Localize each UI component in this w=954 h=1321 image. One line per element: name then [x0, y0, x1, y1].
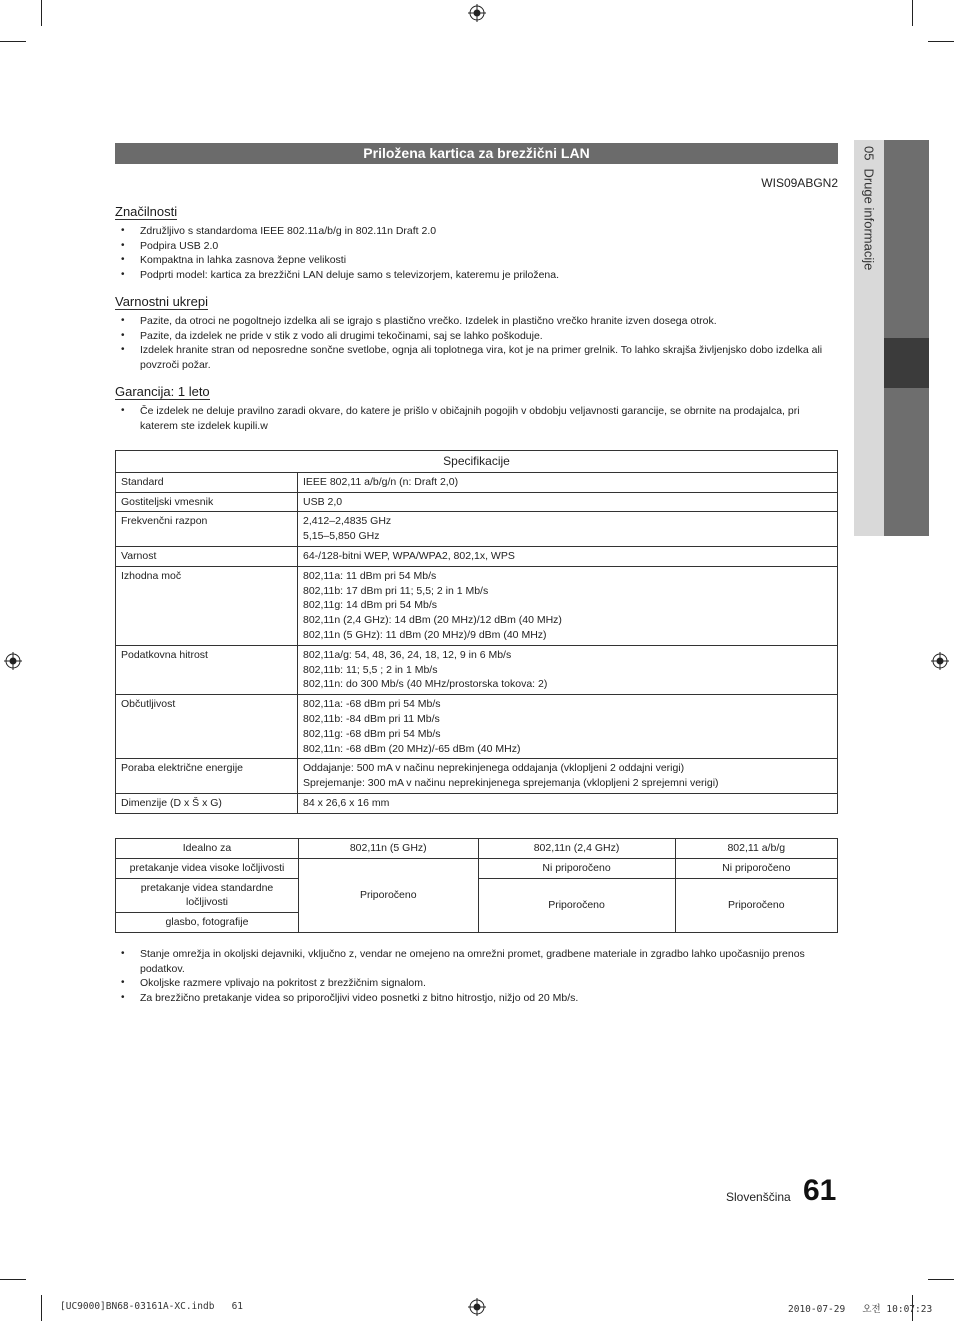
table-row	[116, 839, 838, 859]
list-item: • Združljivo s standardoma IEEE 802.11a/b/g in 802.11n Draft 2.0	[115, 224, 838, 239]
registration-mark-icon	[931, 652, 949, 670]
table-row	[116, 566, 838, 645]
spec-key: Izhodna moč	[116, 566, 298, 645]
crop-mark	[41, 1295, 42, 1321]
rating-abg-hd: Ni priporočeno	[675, 858, 837, 878]
crop-mark	[928, 1279, 954, 1280]
spec-key: Podatkovna hitrost	[116, 645, 298, 694]
spec-value: 2,412–2,4835 GHz 5,15–5,850 GHz	[298, 512, 838, 547]
spec-value: Oddajanje: 500 mA v načinu neprekinjenega oddajanja (vklopljeni 2 oddajni verigi) Sprejemanje: 300 mA v načinu neprekinjenega sprejemanja (vklopljeni 2 sprejemni verigi)	[298, 759, 838, 794]
features-heading: Značilnosti	[115, 204, 178, 219]
warranty-heading: Garancija: 1 leto	[115, 384, 210, 399]
spec-value: 802,11a: 11 dBm pri 54 Mb/s 802,11b: 17 dBm pri 11; 5,5; 2 in 1 Mb/s 802,11g: 14 dBm pri 54 Mb/s 802,11n (2,4 GHz): 14 dBm (20 MHz)/12 dBm (40 MHz) 802,11n (5 GHz): 11 dBm (20 MHz)/9 dBm (40 MHz)	[298, 566, 838, 645]
table-row	[116, 645, 838, 694]
rating-abg-other: Priporočeno	[675, 878, 837, 932]
ideal-header: 802,11n (2,4 GHz)	[478, 839, 675, 859]
spec-key: Poraba električne energije	[116, 759, 298, 794]
list-item: • Izdelek hranite stran od neposredne sončne svetlobe, ognja ali toplotnega vira, kot je na primer grelnik. To lahko skrajša življenjsko dobo izdelka ali povzroči požar.	[115, 343, 838, 372]
footer-language: Slovenščina	[726, 1190, 791, 1204]
page-number: 61	[803, 1174, 837, 1207]
list-item: • Za brezžično pretakanje videa so priporočljivi video posnetki z bitno hitrostjo, nižjo od 20 Mb/s.	[115, 991, 838, 1006]
spec-key: Standard	[116, 472, 298, 492]
spec-value: 64-/128-bitni WEP, WPA/WPA2, 802,1x, WPS	[298, 546, 838, 566]
chapter-number: 05	[861, 146, 877, 161]
spec-key: Frekvenčni razpon	[116, 512, 298, 547]
section-banner-title: Priložena kartica za brezžični LAN	[115, 143, 838, 164]
warranty-section	[115, 383, 838, 433]
specifications-table	[115, 450, 838, 814]
spec-value: 802,11a: -68 dBm pri 54 Mb/s 802,11b: -84 dBm pri 11 Mb/s 802,11g: -68 dBm pri 54 Mb/s 802,11n: -68 dBm (20 MHz)/-65 dBm (40 MHz)	[298, 695, 838, 759]
rating-5ghz: Priporočeno	[299, 858, 479, 932]
list-item: • Kompaktna in lahka zasnova žepne velikosti	[115, 253, 838, 268]
chapter-tab-label	[862, 146, 877, 270]
spec-value: 802,11a/g: 54, 48, 36, 24, 18, 12, 9 in 6 Mb/s 802,11b: 11; 5,5 ; 2 in 1 Mb/s 802,11n: do 300 Mb/s (40 MHz/prostorska tokova: 2)	[298, 645, 838, 694]
model-number: WIS09ABGN2	[761, 176, 838, 190]
table-row	[116, 793, 838, 813]
list-item: • Če izdelek ne deluje pravilno zaradi okvare, do katere je prišlo v običajnih pogojih v obdobju veljavnosti garancije, se obrnite na prodajalca, pri katerem ste izdelek kupili.w	[115, 404, 838, 433]
print-timestamp: 2010-07-29 오전 10:07:23	[788, 1304, 933, 1315]
table-row	[116, 546, 838, 566]
notes-list	[115, 947, 838, 1005]
list-item: • Pazite, da otroci ne pogoltnejo izdelka ali se igrajo s plastično vrečko. Izdelek in plastično vrečko hranite izven dosega otrok.	[115, 314, 838, 329]
rating-24ghz-hd: Ni priporočeno	[478, 858, 675, 878]
table-row	[116, 512, 838, 547]
print-file-info: [UC9000]BN68-03161A-XC.indb 61	[60, 1301, 244, 1312]
spec-key: Gostiteljski vmesnik	[116, 492, 298, 512]
spec-key: Občutljivost	[116, 695, 298, 759]
use-case: pretakanje videa standardne ločljivosti	[116, 878, 299, 913]
ideal-header: Idealno za	[116, 839, 299, 859]
table-row	[116, 472, 838, 492]
list-item: • Stanje omrežja in okoljski dejavniki, vključno z, vendar ne omejeno na omrežni promet, gradbene materiale in zgradbo lahko upočasnijo prenos podatkov.	[115, 947, 838, 976]
list-item: • Podpira USB 2.0	[115, 239, 838, 254]
ideal-header: 802,11 a/b/g	[675, 839, 837, 859]
spec-key: Dimenzije (D x Š x G)	[116, 793, 298, 813]
use-case: glasbo, fotografije	[116, 913, 299, 933]
crop-mark	[41, 0, 42, 26]
crop-mark	[928, 41, 954, 42]
list-item: • Pazite, da izdelek ne pride v stik z vodo ali drugimi tekočinami, saj se lahko poškoduje.	[115, 329, 838, 344]
crop-mark	[0, 1279, 26, 1280]
spec-value: USB 2,0	[298, 492, 838, 512]
list-item: • Okoljske razmere vplivajo na pokritost z brezžičnim signalom.	[115, 976, 838, 991]
list-item: • Podprti model: kartica za brezžični LAN deluje samo s televizorjem, kateremu je priložena.	[115, 268, 838, 283]
table-row	[116, 759, 838, 794]
rating-24ghz-other: Priporočeno	[478, 878, 675, 932]
crop-mark	[0, 41, 26, 42]
chapter-title: Druge informacije	[861, 168, 877, 271]
spec-key: Varnost	[116, 546, 298, 566]
spec-value: IEEE 802,11 a/b/g/n (n: Draft 2,0)	[298, 472, 838, 492]
registration-mark-icon	[468, 1298, 486, 1316]
table-row	[116, 695, 838, 759]
chapter-tab-marker	[884, 338, 929, 388]
table-row	[116, 492, 838, 512]
ideal-usage-table	[115, 838, 838, 933]
features-section	[115, 203, 838, 282]
crop-mark	[912, 0, 913, 26]
table-row	[116, 858, 838, 878]
use-case: pretakanje videa visoke ločljivosti	[116, 858, 299, 878]
safety-section	[115, 293, 838, 372]
registration-mark-icon	[4, 652, 22, 670]
ideal-header: 802,11n (5 GHz)	[299, 839, 479, 859]
spec-value: 84 x 26,6 x 16 mm	[298, 793, 838, 813]
specifications-header: Specifikacije	[116, 451, 838, 473]
registration-mark-icon	[468, 4, 486, 22]
safety-heading: Varnostni ukrepi	[115, 294, 208, 309]
